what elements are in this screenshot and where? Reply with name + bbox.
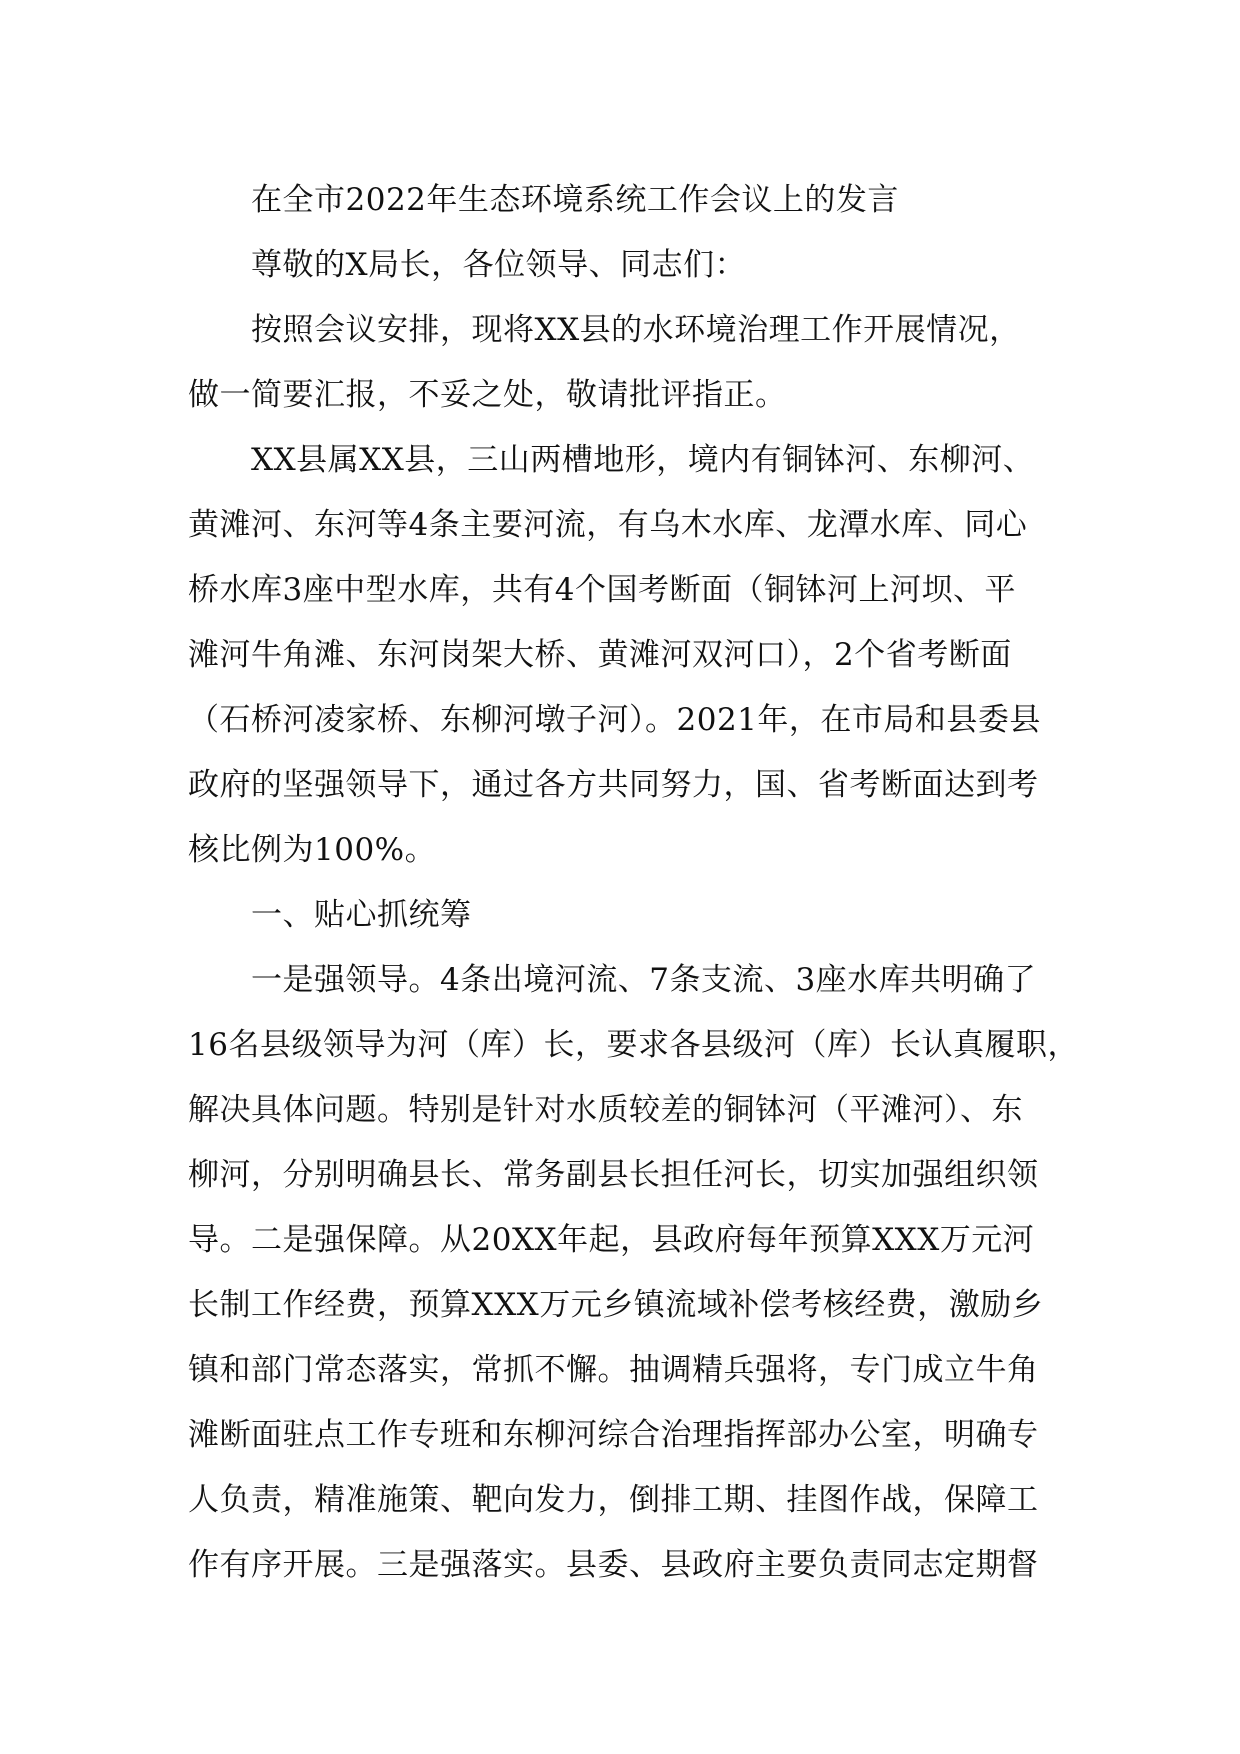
section1-line-3: 解决具体问题。特别是针对水质较差的铜钵河（平滩河）、东 (188, 1092, 1023, 1128)
background-line-5: （石桥河凌家桥、东柳河墩子河）。2021年，在市局和县委县 (188, 702, 1041, 738)
section1-line-7: 镇和部门常态落实，常抓不懈。抽调精兵强将，专门成立牛角 (188, 1352, 1039, 1388)
section1-line-9: 人负责，精准施策、靶向发力，倒排工期、挂图作战，保障工 (188, 1482, 1039, 1518)
document-page (188, 168, 1079, 1598)
section1-heading: 一、贴心抓统筹 (251, 897, 472, 933)
section1-line-2: 16名县级领导为河（库）长，要求各县级河（库）长认真履职， (188, 1027, 1079, 1063)
section1-line-6: 长制工作经费，预算XXX万元乡镇流域补偿考核经费，激励乡 (188, 1287, 1044, 1323)
section1-line-10: 作有序开展。三是强落实。县委、县政府主要负责同志定期督 (188, 1547, 1039, 1583)
background-line-6: 政府的坚强领导下，通过各方共同努力，国、省考断面达到考 (188, 767, 1039, 803)
section1-line-5: 导。二是强保障。从20XX年起，县政府每年预算XXX万元河 (188, 1222, 1035, 1258)
section1-line-4: 柳河，分别明确县长、常务副县长担任河长，切实加强组织领 (188, 1157, 1039, 1193)
salutation: 尊敬的X局长，各位领导、同志们： (251, 247, 747, 283)
background-line-3: 桥水库3座中型水库，共有4个国考断面（铜钵河上河坝、平 (188, 572, 1016, 608)
background-line-1: XX县属XX县，三山两槽地形，境内有铜钵河、东柳河、 (251, 442, 1035, 478)
background-line-2: 黄滩河、东河等4条主要河流，有乌木水库、龙潭水库、同心 (188, 507, 1028, 543)
background-line-7: 核比例为100%。 (188, 832, 437, 868)
intro-line-1: 按照会议安排，现将XX县的水环境治理工作开展情况， (251, 312, 1021, 348)
document-title: 在全市2022年生态环境系统工作会议上的发言 (251, 182, 899, 218)
background-line-4: 滩河牛角滩、东河岗架大桥、黄滩河双河口），2个省考断面 (188, 637, 1012, 673)
section1-line-1: 一是强领导。4条出境河流、7条支流、3座水库共明确了 (251, 962, 1037, 998)
section1-line-8: 滩断面驻点工作专班和东柳河综合治理指挥部办公室，明确专 (188, 1417, 1039, 1453)
intro-line-2: 做一简要汇报，不妥之处，敬请批评指正。 (188, 377, 787, 413)
